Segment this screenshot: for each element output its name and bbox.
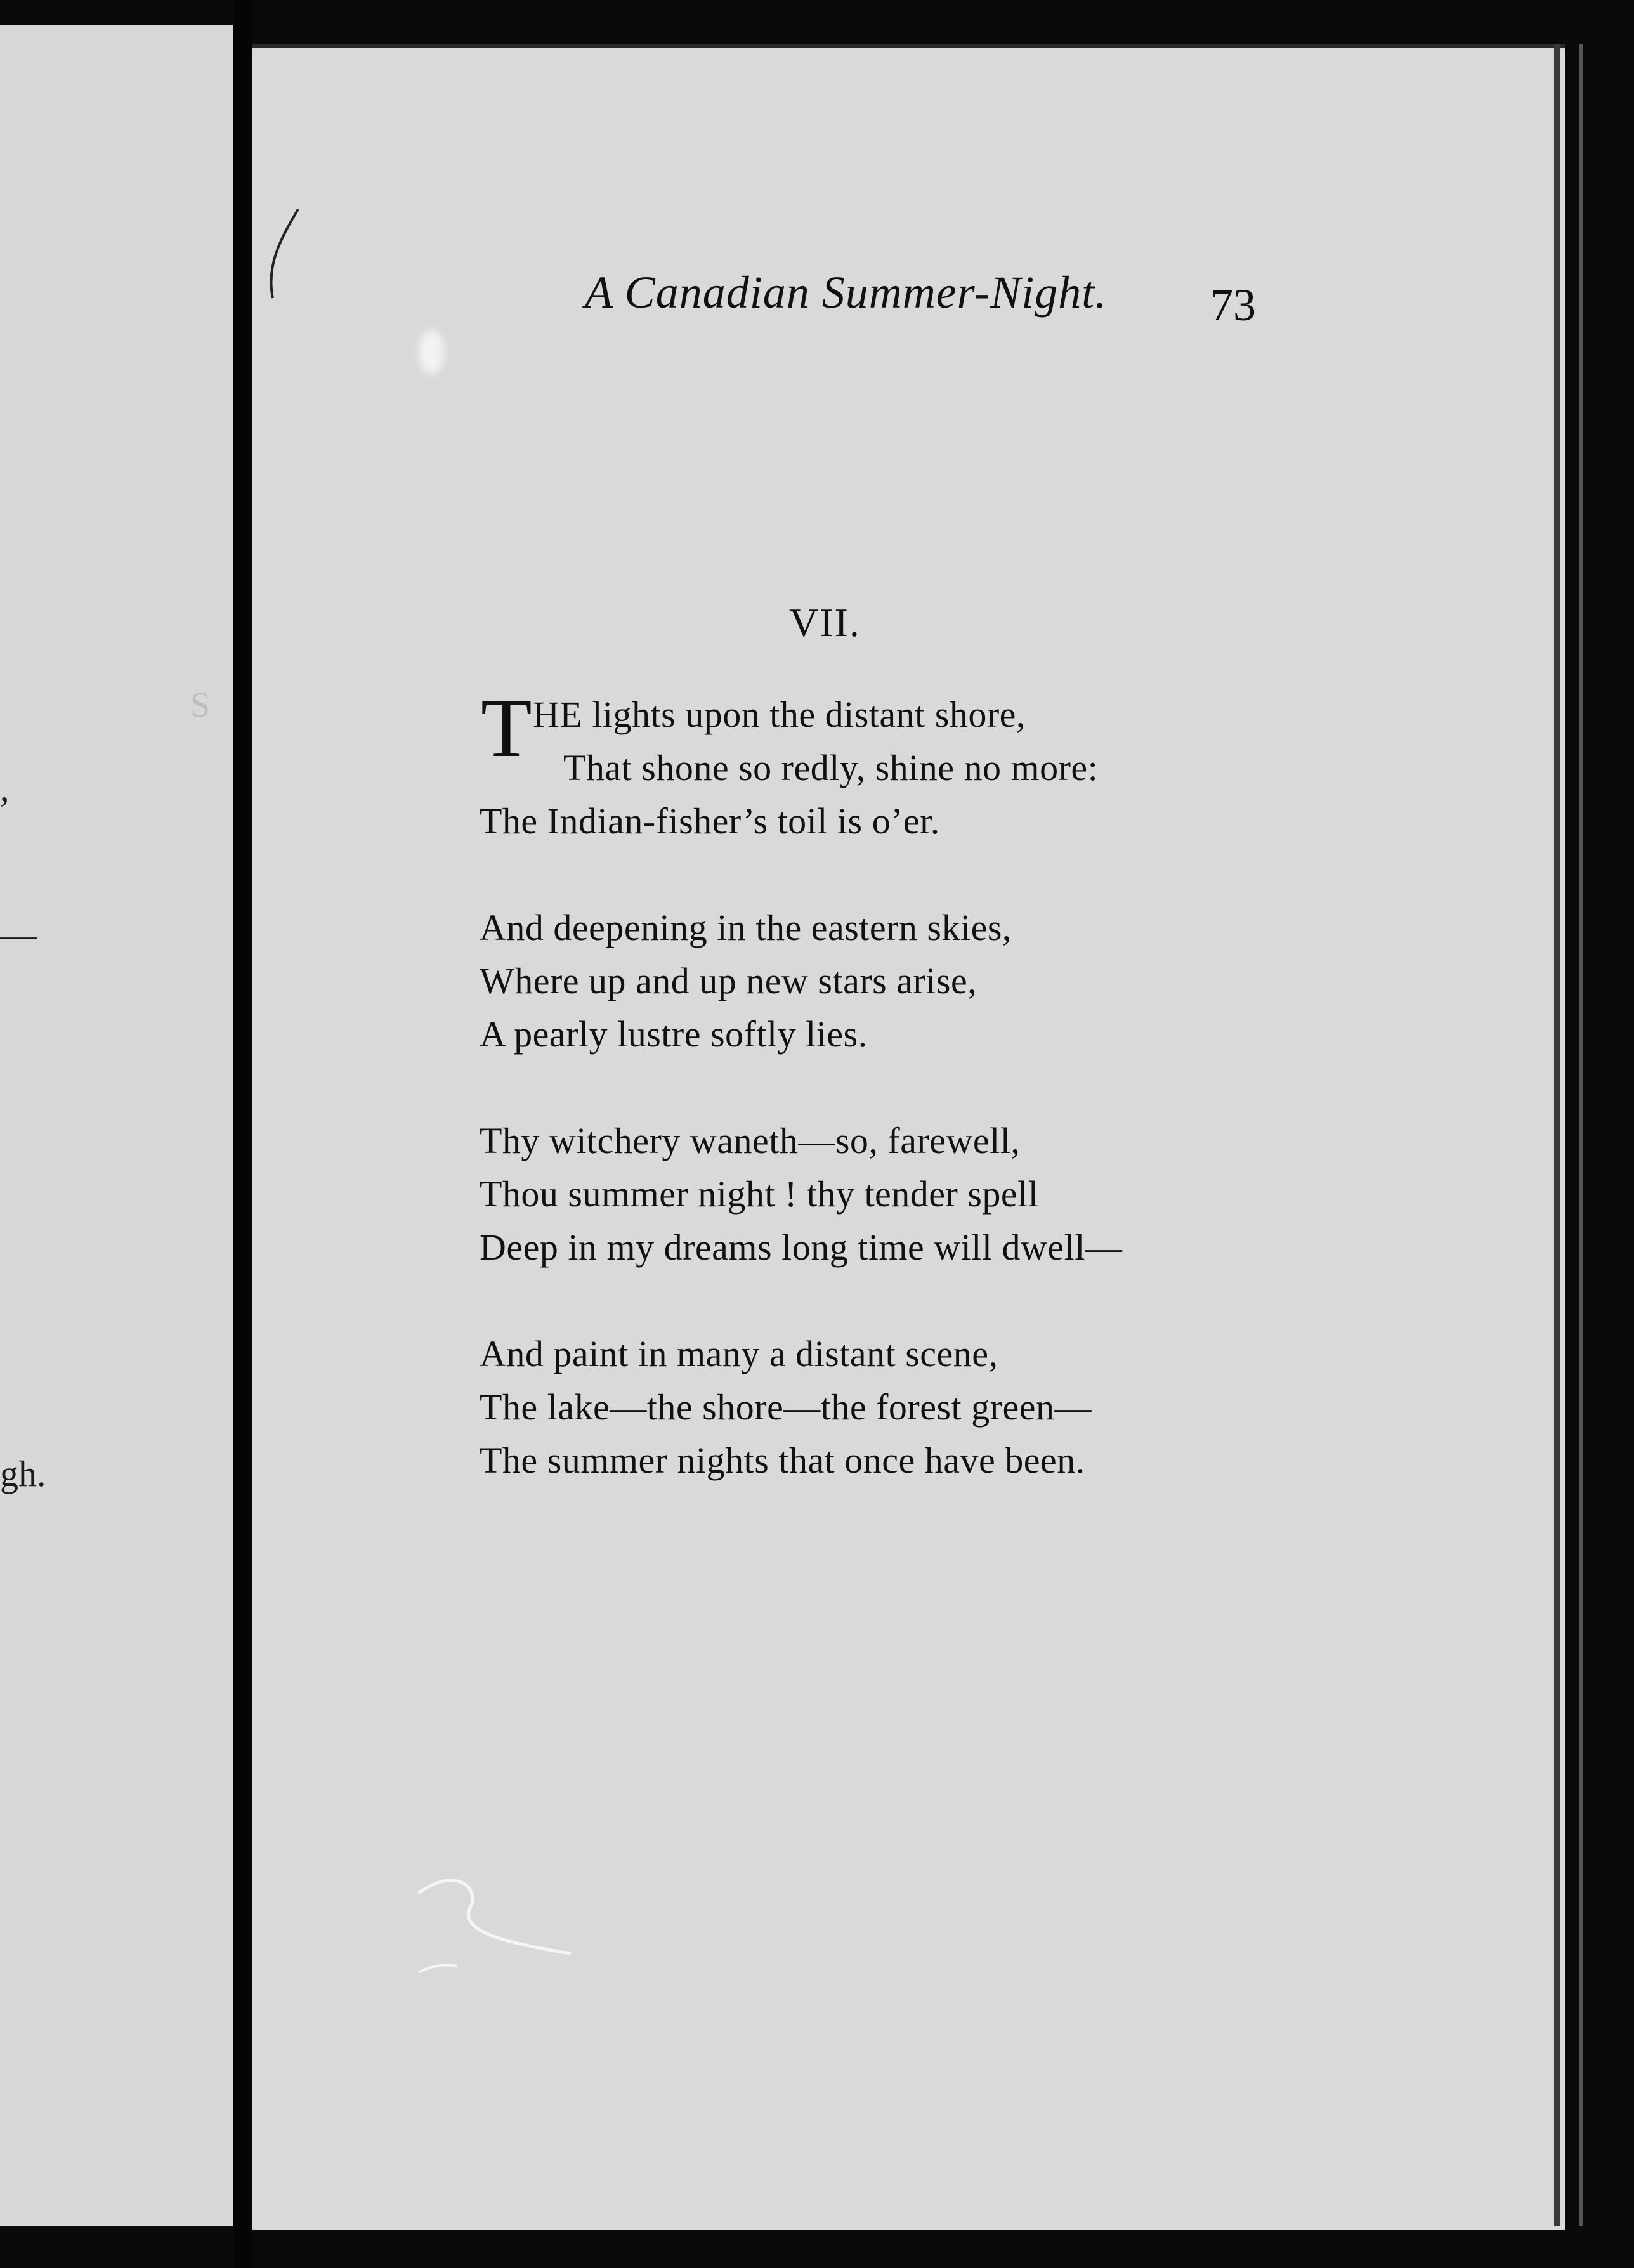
poem-line: The lake—the shore—the forest green— xyxy=(480,1386,1092,1428)
facing-page-fragment: , xyxy=(0,768,10,809)
page-edge xyxy=(1554,44,1560,2226)
page-number: 73 xyxy=(1210,280,1256,330)
poem-line: Thou summer night ! thy tender spell xyxy=(480,1173,1039,1215)
poem-line: A pearly lustre softly lies. xyxy=(480,1013,868,1055)
poem-line: Where up and up new stars arise, xyxy=(480,960,977,1001)
facing-page-fragment: gh. xyxy=(0,1453,46,1494)
page-edge xyxy=(1579,44,1583,2226)
paper-smudge xyxy=(419,330,444,374)
poem-line: And deepening in the eastern skies, xyxy=(480,907,1012,948)
facing-page-fragment: — xyxy=(0,914,37,955)
poem-line: That shone so redly, shine no more: xyxy=(563,747,1099,788)
poem-line: The summer nights that once have been. xyxy=(480,1440,1085,1481)
poem-line: And paint in many a distant scene, xyxy=(480,1333,998,1374)
book-gutter xyxy=(233,0,252,2268)
facing-page xyxy=(0,25,233,2226)
running-head: A Canadian Summer-Night. xyxy=(585,267,1108,318)
poem-line: Thy witchery waneth—so, farewell, xyxy=(480,1120,1021,1161)
poem-line: HE lights upon the distant shore, xyxy=(533,694,1026,735)
poem-line: Deep in my dreams long time will dwell— xyxy=(480,1227,1123,1268)
drop-cap: T xyxy=(481,681,532,774)
faded-letter: S xyxy=(190,686,211,725)
poem-line: The Indian-fisher’s toil is o’er. xyxy=(480,800,940,842)
section-number: VII. xyxy=(789,600,861,645)
